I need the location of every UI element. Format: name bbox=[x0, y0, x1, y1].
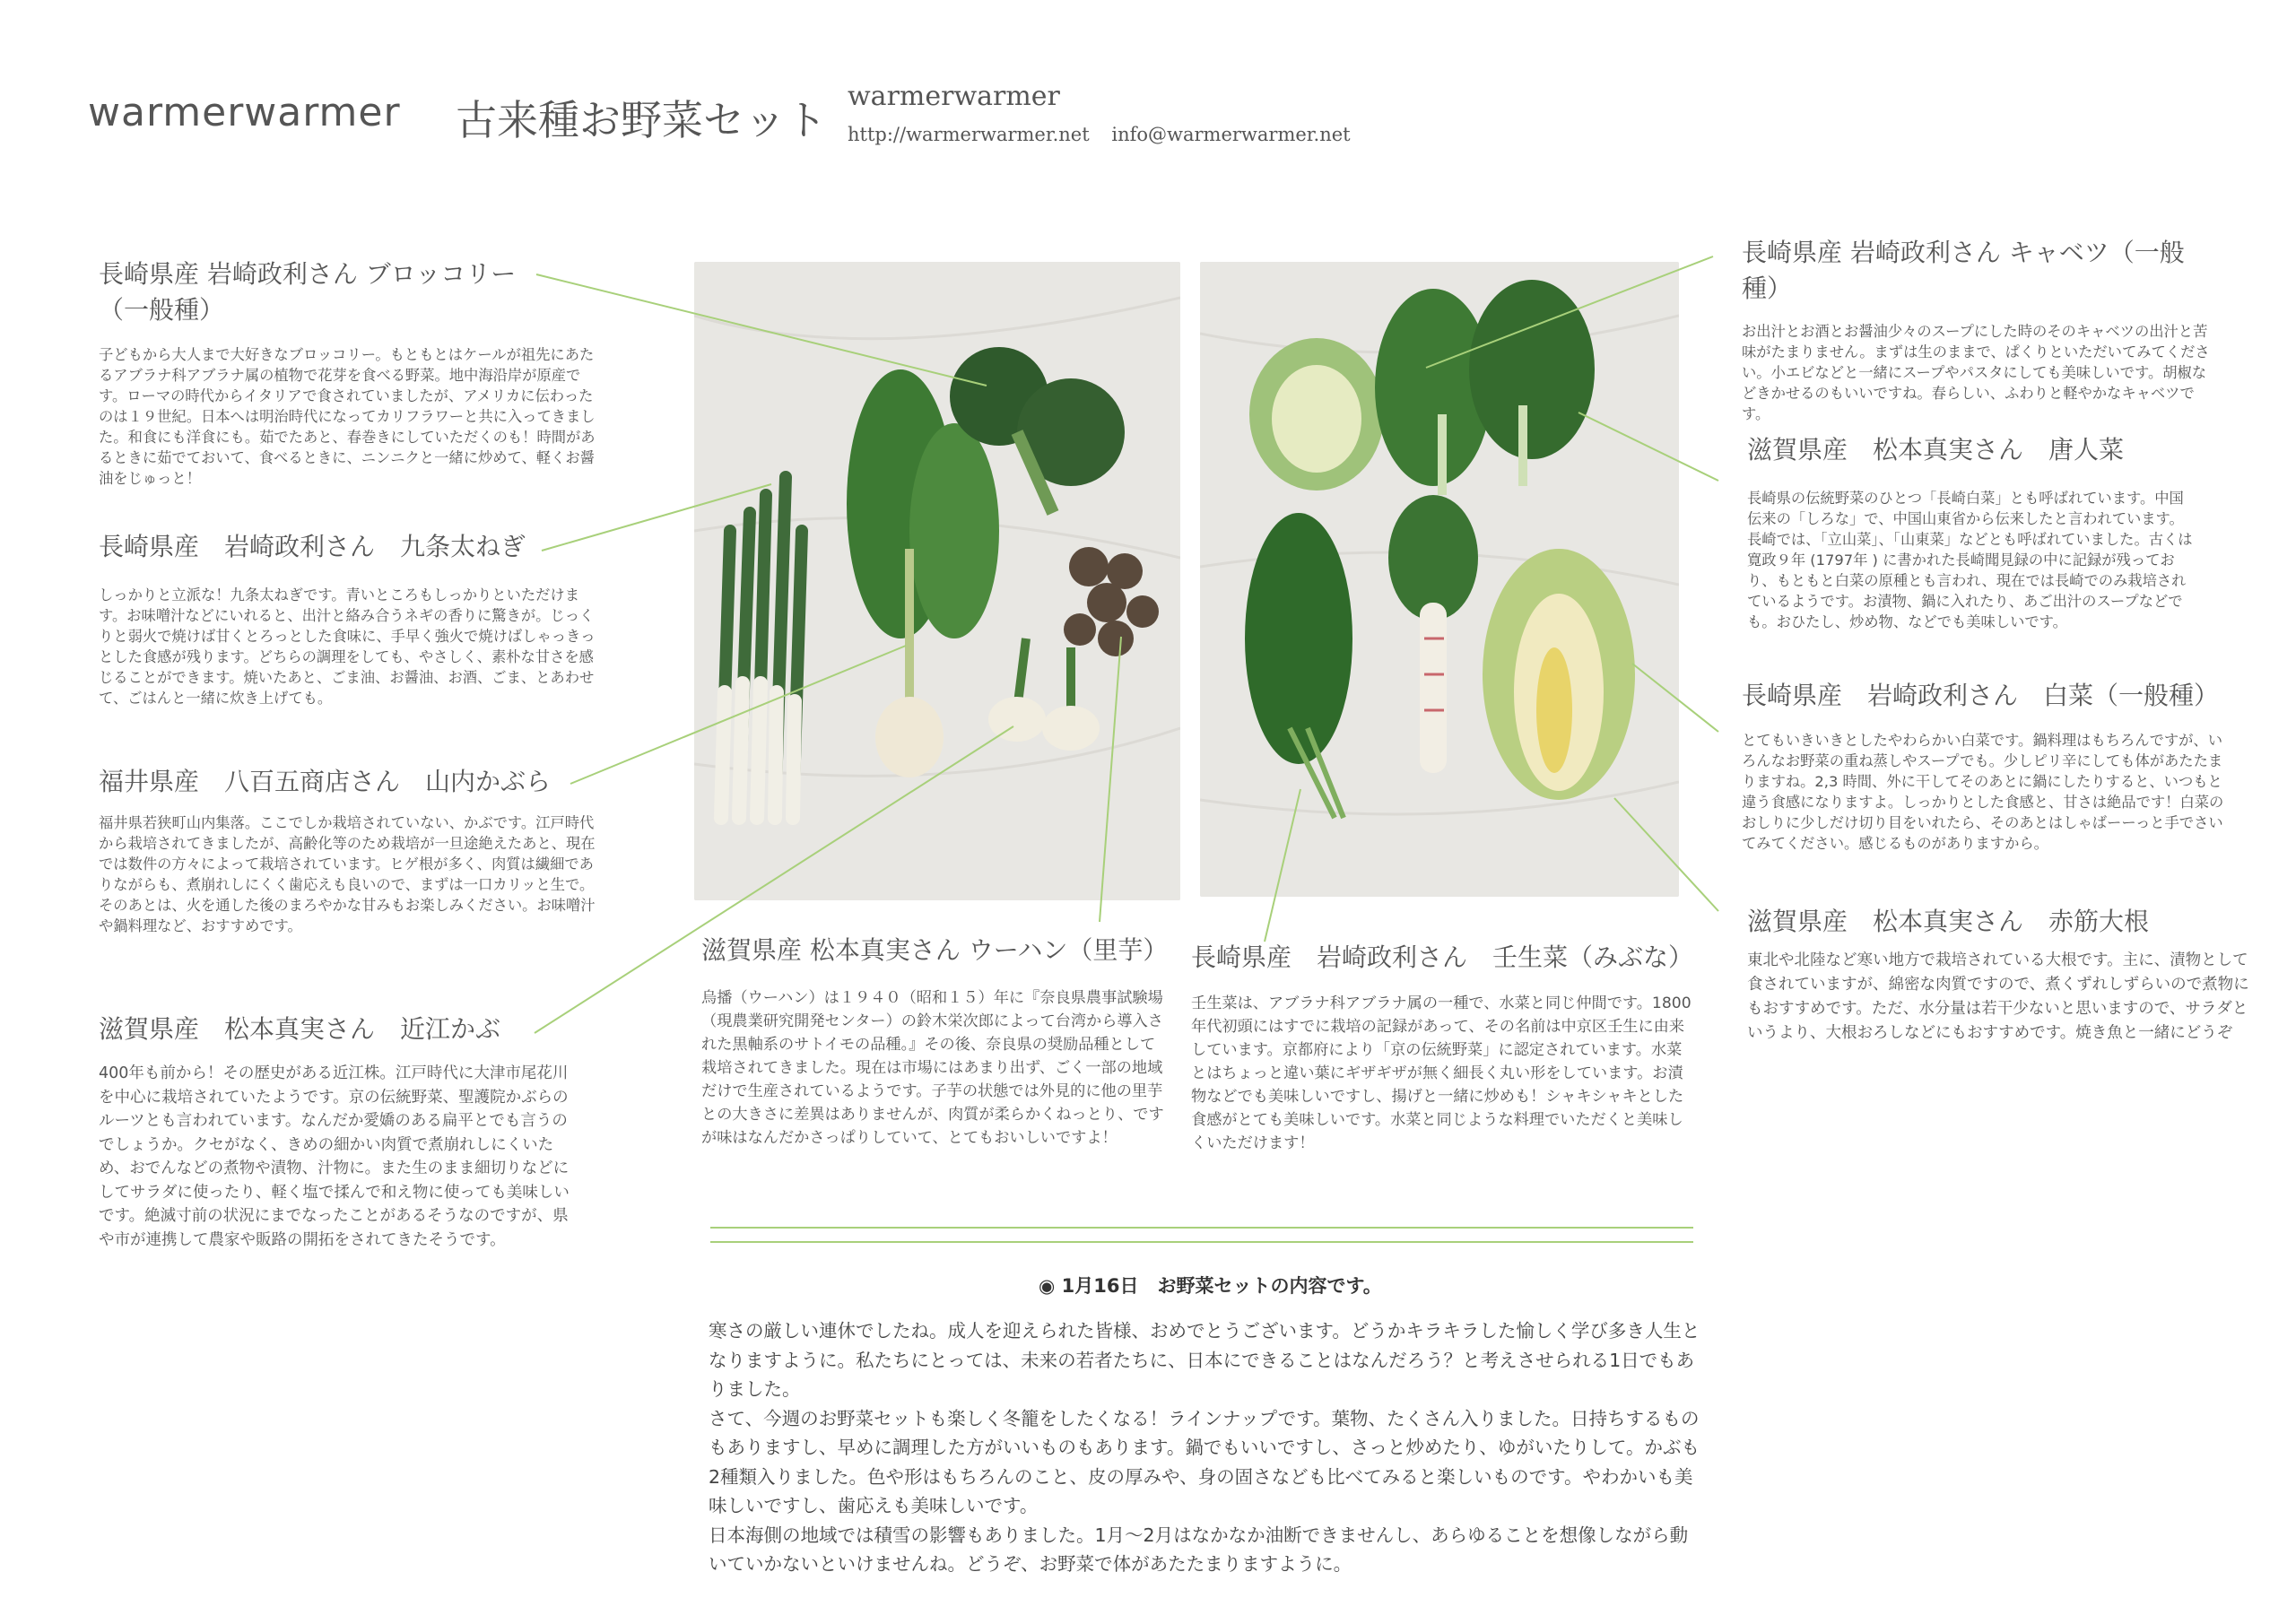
hakusai-text: とてもいきいきとしたやわらかい白菜です。鍋料理はもちろんですが、いろんなお野菜の重ね蒸しやスープでも。少しピリ辛にしても体があたたまりますね。2,3 時間、外に干してそのあとに鍋にしたりすると、いつもと違う食感になりますよ。しっかりとした食感と、甘さは絶品です！白菜のおしりに少しだけ切り目をいれたら、そのあとはしゃばーーっと手でさいてみてください。感じるものがありますから。 bbox=[1742, 732, 2224, 852]
cabbage-text: お出汁とお酒とお醤油少々のスープにした時のそのキャベツの出汁と苦味がたまりません。まずは生のままで、ぱくりといただいてみてください。小エビなどと一緒にスープやパスタにしても美味しいです。胡椒などきかせるのもいいですね。春らしい、ふわりと軽やかなキャベツです。 bbox=[1742, 323, 2210, 422]
yamauchi-heading: 福井県産 八百五商店さん 山内かぶら bbox=[99, 767, 552, 796]
brand-name: warmerwarmer bbox=[88, 90, 401, 135]
page-title: 古来種お野菜セット bbox=[456, 96, 827, 144]
newsletter-paragraph: さて、今週のお野菜セットも楽しく冬籠をしたくなる！ラインナップです。葉物、たくさん入りました。日持ちするものもありますし、早めに調理した方がいいものもあります。鍋でもいいですし、さっと炒めたり、ゆがいたりして。かぶも2種類入りました。色や形はもちろんのこと、皮の厚みや、身の固さなども比べてみると楽しいものです。やわかいも美味しいですし、歯応えも美味しいです。 bbox=[709, 1407, 1700, 1516]
divider-top bbox=[710, 1227, 1693, 1229]
brand-name-secondary: warmerwarmer bbox=[848, 81, 1060, 112]
mibuna-section bbox=[1191, 940, 1693, 1155]
cabbage-section bbox=[1742, 235, 2217, 424]
daikon-heading: 滋賀県産 松本真実さん 赤筋大根 bbox=[1747, 907, 2150, 936]
tojinna-heading: 滋賀県産 松本真実さん 唐人菜 bbox=[1747, 435, 2125, 465]
cabbage-heading: 長崎県産 岩崎政利さん キャベツ（一般種） bbox=[1742, 238, 2185, 303]
newsletter-body bbox=[709, 1316, 1704, 1579]
uhan-text: 烏播（ウーハン）は１９４０（昭和１５）年に『奈良県農事試験場（現農業研究開発センター）の鈴木栄次郎によって台湾から導入された黒軸系のサトイモの品種。』その後、奈良県の奨励品種として栽培されてきました。現在は市場にはあまり出ず、ごく一部の地域だけで生産されているようです。子芋の状態では外見的に他の里芋との大きさに差異はありませんが、肉質が柔らかくねっとり、ですが味はなんだかさっぱりしていて、とてもおいしいですよ！ bbox=[701, 989, 1164, 1147]
website-link[interactable]: http://warmerwarmer.net bbox=[848, 124, 1090, 145]
omi-text: 400年も前から！その歴史がある近江株。江戸時代に大津市尾花川を中心に栽培されていたようです。京の伝統野菜、聖護院かぶらのルーツとも言われています。なんだか愛嬌のある扁平とでも言うのでしょうか。クセがなく、きめの細かい肉質で煮崩れしにくいため、おでんなどの煮物や漬物、汁物に。また生のまま細切りなどにしてサラダに使ったり、軽く塩で揉んで和え物に使っても美味しいです。絶滅寸前の状況にまでなったことがあるそうなのですが、県や市が連携して農家や販路の開拓をされてきたそうです。 bbox=[99, 1064, 570, 1249]
uhan-section bbox=[701, 933, 1168, 1150]
mibuna-heading: 長崎県産 岩崎政利さん 壬生菜（みぶな） bbox=[1191, 942, 1694, 972]
broccoli-text: 子どもから大人まで大好きなブロッコリー。もともとはケールが祖先にあたるアブラナ科アブラナ属の植物で花芽を食べる野菜。地中海沿岸が原産です。ローマの時代からイタリアで食されていましたが、アメリカに伝わったのは１９世紀。日本へは明治時代になってカリフラワーと共に入ってきました。和食にも洋食にも。茹でたあと、春巻きにしていただくのも！時間があるときに茹でておいて、食べるときに、ニンニクと一緒に炒めて、軽くお醤油をじゅっと！ bbox=[99, 346, 596, 487]
email-link[interactable]: info@warmerwarmer.net bbox=[1111, 124, 1351, 145]
omi-heading: 滋賀県産 松本真実さん 近江かぶ bbox=[99, 1014, 501, 1044]
tojinna-section bbox=[1747, 432, 2196, 632]
daikon-section bbox=[1747, 904, 2249, 1046]
divider-bottom bbox=[710, 1241, 1693, 1243]
newsletter-title: ◉ 1月16日 お野菜セットの内容です。 bbox=[1039, 1275, 1382, 1297]
broccoli-heading: 長崎県産 岩崎政利さん ブロッコリー （一般種） bbox=[99, 259, 517, 325]
newsletter-paragraph: 寒さの厳しい連休でしたね。成人を迎えられた皆様、おめでとうございます。どうかキラキラした愉しく学び多き人生となりますように。私たちにとっては、未来の若者たちに、日本にできることはなんだろう？と考えさせられる1日でもありました。 bbox=[709, 1320, 1700, 1400]
mibuna-text: 壬生菜は、アブラナ科アブラナ属の一種で、水菜と同じ仲間です。1800 年代初頭にはすでに栽培の記録があって、その名前は中京区壬生に由来しています。京都府により「京の伝統野菜」に認定されています。水菜とはちょっと違い葉にギザギザが無く細長く丸い形をしています。お漬物などでも美味しいですし、揚げと一緒に炒めも！シャキシャキとした食感がとても美味しいです。水菜と同じような料理でいただくと美味しくいただけます！ bbox=[1191, 994, 1692, 1152]
negi-text: しっかりと立派な！九条太ねぎです。青いところもしっかりといただけます。お味噌汁などにいれると、出汁と絡み合うネギの香りに驚きが。じっくりと弱火で焼けば甘くとろっとした食味に、手早く強火で焼けばしゃっきっとした食感が残ります。どちらの調理をしても、やさしく、素朴な甘さを感じることができます。焼いたあと、ごま油、お醤油、お酒、ごま、とあわせて、ごはんと一緒に炊き上げても。 bbox=[99, 586, 596, 707]
hakusai-heading: 長崎県産 岩崎政利さん 白菜（一般種） bbox=[1742, 681, 2220, 710]
newsletter-paragraph: 日本海側の地域では積雪の影響もありました。1月〜2月はなかなか油断できませんし、あらゆることを想像しながら動いていかないといけませんね。どうぞ、お野菜で体があたたまりますように。 bbox=[709, 1524, 1689, 1575]
daikon-text: 東北や北陸など寒い地方で栽培されている大根です。主に、漬物として食されていますが、綿密な肉質ですので、煮くずれしずらいので煮物にもおすすめです。ただ、水分量は若干少ないと思いますので、サラダというより、大根おろしなどにもおすすめです。焼き魚と一緒にどうぞ bbox=[1747, 951, 2249, 1042]
yamauchi-text: 福井県若狭町山内集落。ここでしか栽培されていない、かぶです。江戸時代から栽培されてきましたが、高齢化等のため栽培が一旦途絶えたあと、現在では数件の方々によって栽培されています。ヒゲ根が多く、肉質は繊細でありながらも、煮崩れしにくく歯応えも良いので、まずは一口カリッと生で。そのあとは、火を通した後のまろやかな甘みもお楽しみください。お味噌汁や鍋料理など、おすすめです。 bbox=[99, 814, 596, 934]
uhan-heading: 滋賀県産 松本真実さん ウーハン（里芋） bbox=[701, 935, 1169, 965]
tojinna-text: 長崎県の伝統野菜のひとつ「長崎白菜」とも呼ばれています。中国伝来の「しろな」で、中国山東省から伝来したと言われています。長崎では、「立山菜」、「山東菜」などとも呼ばれていました。古くは寛政９年 (1797年 ) に書かれた長崎聞見録の中に記録が残っており、もともと白菜の原種とも言われ、現在では長崎でのみ栽培されているようです。お漬物、鍋に入れたり、あご出汁のスープなどでも。おひたし、炒め物、などでも美味しいです。 bbox=[1747, 490, 2193, 630]
hakusai-section bbox=[1742, 678, 2226, 854]
negi-heading: 長崎県産 岩崎政利さん 九条太ねぎ bbox=[99, 532, 526, 561]
